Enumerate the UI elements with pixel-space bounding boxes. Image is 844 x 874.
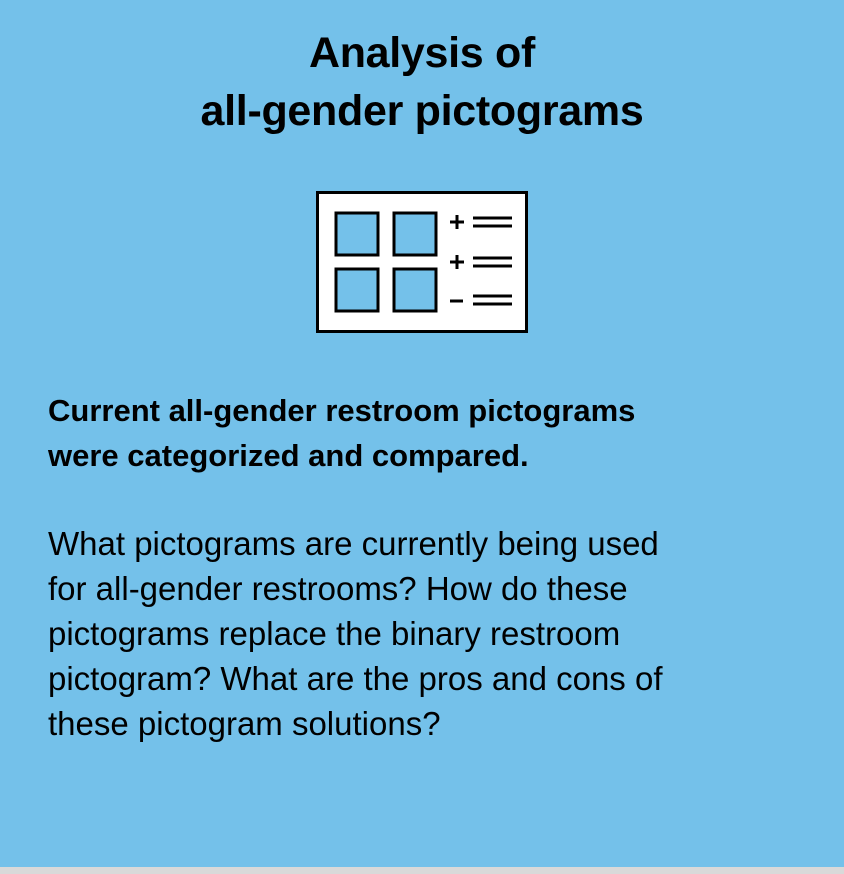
card-title-line-2: all-gender pictograms <box>200 87 644 135</box>
body-line: pictogram? What are the pros and cons of <box>48 660 663 697</box>
body-paragraph <box>48 521 828 746</box>
card-title-line-1: Analysis of <box>308 29 536 77</box>
lead-line: Current all-gender restroom pictograms <box>48 393 636 428</box>
comparison-grid-pros-cons-icon <box>316 191 528 333</box>
body-line: these pictogram solutions? <box>48 705 441 742</box>
lead-line: were categorized and compared. <box>48 438 529 473</box>
lead-paragraph <box>48 388 818 478</box>
card-title <box>0 24 844 140</box>
body-line: for all-gender restrooms? How do these <box>48 570 628 607</box>
body-line: What pictograms are currently being used <box>48 525 659 562</box>
body-line: pictograms replace the binary restroom <box>48 615 621 652</box>
